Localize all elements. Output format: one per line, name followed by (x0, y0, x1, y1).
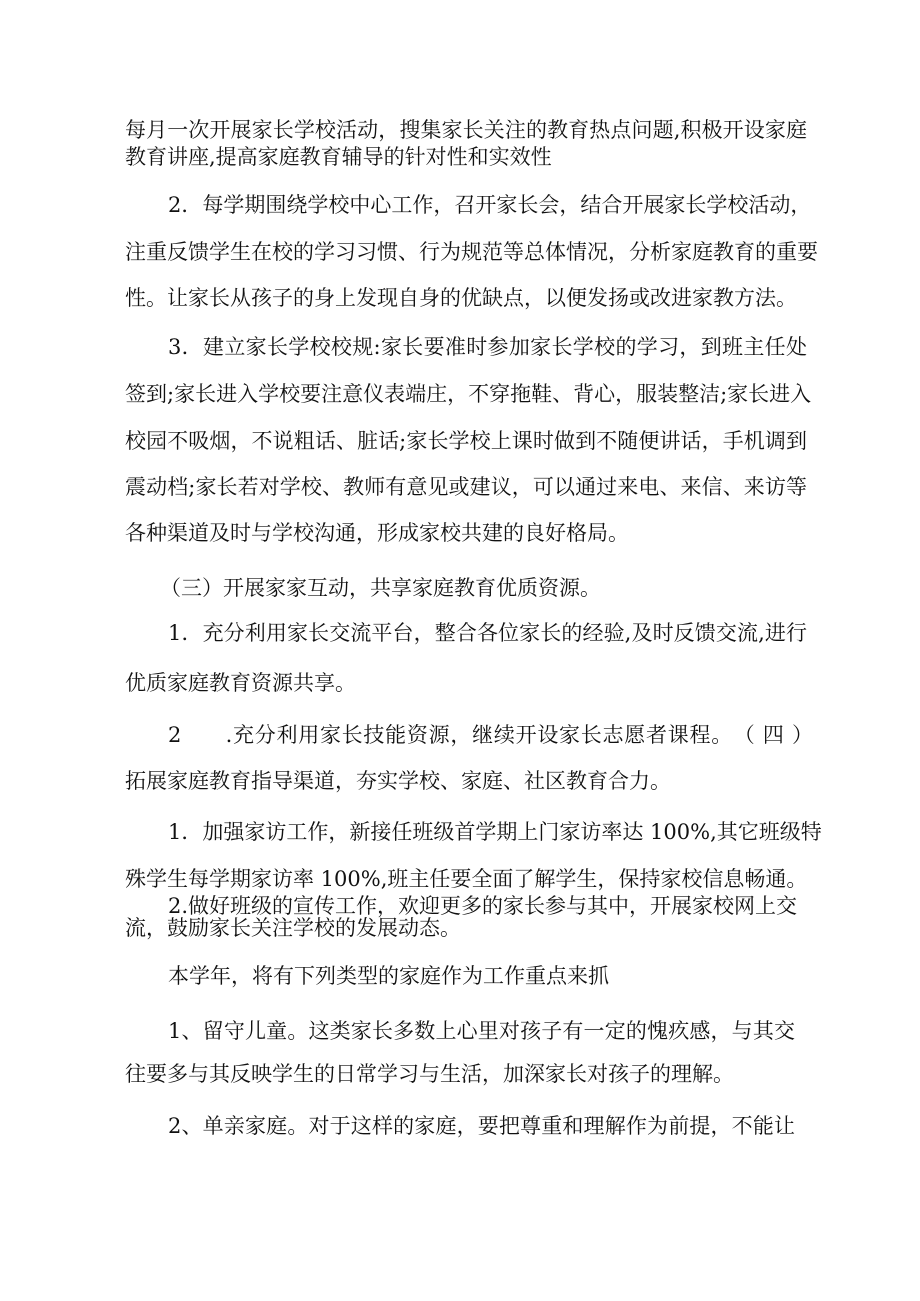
paragraph-line: 2.做好班级的宣传工作，欢迎更多的家长参与其中，开展家校网上交 (168, 894, 798, 918)
paragraph-line: 2、单亲家庭。对于这样的家庭，要把尊重和理解作为前提，不能让 (168, 1114, 795, 1138)
paragraph-line: 1．加强家访工作，新接任班级首学期上门家访率达 100%,其它班级特 (168, 820, 822, 844)
paragraph-line: 每月一次开展家长学校活动，搜集家长关注的教育热点问题,积极开设家庭 (125, 118, 807, 142)
paragraph-line: 本学年，将有下列类型的家庭作为工作重点来抓 (168, 964, 609, 988)
paragraph-line: 震动档;家长若对学校、教师有意见或建议，可以通过来电、来信、来访等 (125, 475, 807, 499)
paragraph-line: 优质家庭教育资源共享。 (125, 671, 356, 695)
paragraph-line: 各种渠道及时与学校沟通，形成家校共建的良好格局。 (125, 521, 629, 545)
paragraph-line: 教育讲座,提高家庭教育辅导的针对性和实效性 (125, 145, 552, 169)
paragraph-line: 殊学生每学期家访率 100%,班主任要全面了解学生，保持家校信息畅通。 (125, 867, 808, 891)
paragraph-line: 2．每学期围绕学校中心工作，召开家长会，结合开展家长学校活动， (168, 193, 812, 217)
paragraph-line: 流，鼓励家长关注学校的发展动态。 (125, 916, 461, 940)
paragraph-line: 拓展家庭教育指导渠道，夯实学校、家庭、社区教育合力。 (125, 769, 671, 793)
paragraph-line: 往要多与其反映学生的日常学习与生活，加深家长对孩子的理解。 (125, 1062, 734, 1086)
paragraph-line: 校园不吸烟，不说粗话、脏话;家长学校上课时做到不随便讲话，手机调到 (125, 429, 807, 453)
paragraph-line: 注重反馈学生在校的学习习惯、行为规范等总体情况，分析家庭教育的重要 (125, 240, 818, 264)
paragraph-line: 3．建立家长学校校规:家长要准时参加家长学校的学习，到班主任处 (168, 335, 807, 359)
section-heading: （三）开展家家互动，共享家庭教育优质资源。 (160, 576, 601, 600)
paragraph-line: 2 .充分利用家长技能资源，继续开设家长志愿者课程。 （ 四 ） (168, 723, 813, 747)
paragraph-line: 1、留守儿童。这类家长多数上心里对孩子有一定的愧疚感，与其交 (168, 1019, 795, 1043)
paragraph-line: 1．充分利用家长交流平台，整合各位家长的经验,及时反馈交流,进行 (168, 621, 807, 645)
paragraph-line: 性。让家长从孩子的身上发现自身的优缺点，以便发扬或改进家教方法。 (125, 286, 797, 310)
paragraph-line: 签到;家长进入学校要注意仪表端庄，不穿拖鞋、背心，服装整洁;家长进入 (125, 382, 812, 406)
